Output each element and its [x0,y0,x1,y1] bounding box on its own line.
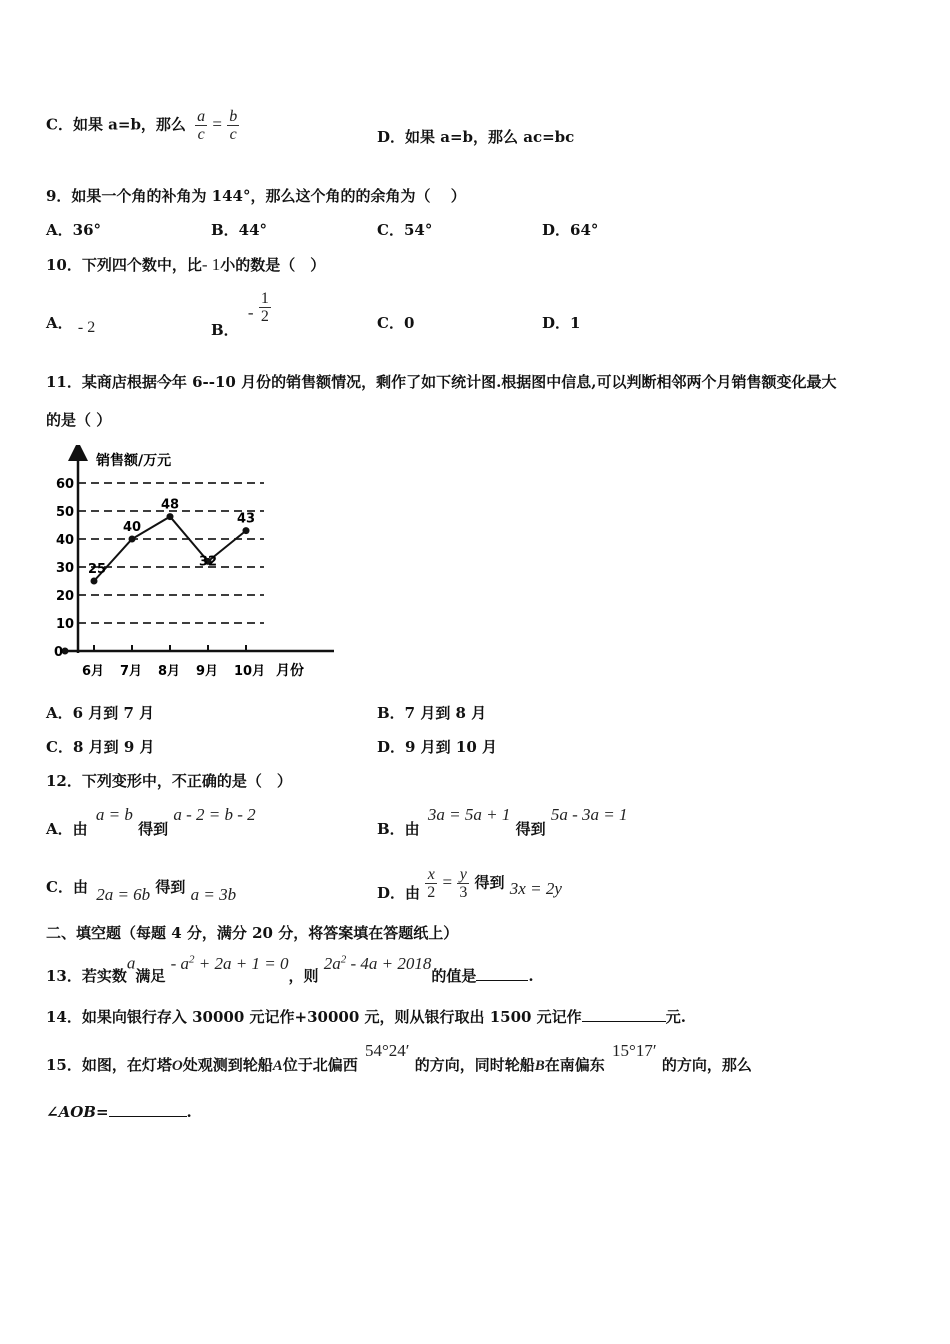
q11-option-b: B．7 月到 8 月 [377,704,487,722]
q11-option-d: D．9 月到 10 月 [377,738,497,756]
chart-title: 销售额/万元 [96,453,172,469]
x-tick-label: 6月 [82,664,105,679]
q12-c-math-1: 2a = 6b [96,885,151,904]
section-2-title: 二、填空题（每题 4 分，满分 20 分，将答案填在答题纸上） [46,924,459,942]
angle-15-17: 15°17′ [612,1041,657,1060]
fraction-b-over-c: $\frac{b}{c}$ [229,108,238,143]
data-label: 48 [161,497,180,513]
data-label: 32 [199,554,218,570]
data-point [243,527,250,534]
q9-option-b: B．44° [211,221,268,239]
fraction-y-over-3: $\frac{y}{3}$ [459,866,468,901]
q11-option-a: A．6 月到 7 月 [46,704,155,722]
sales-line-chart [48,445,348,680]
q8-option-c: C．如果 a=b，那么 $\frac{a}{c}$ = $\frac{b}{c}$ [46,108,238,143]
y-tick-label: 60 [56,477,75,492]
fraction-one-half: $\frac{1}{2}$ [260,290,269,325]
minus-two-math: - 2 [77,319,96,336]
q10-option-d: D．1 [542,314,581,332]
q10-option-c: C．0 [377,314,415,332]
answer-blank[interactable] [476,966,528,981]
y-tick-label: 0 [54,645,64,660]
q11-stem-line2: 的是（ ） [46,411,112,429]
q9-option-c: C．54° [377,221,433,239]
answer-blank[interactable] [582,1007,666,1022]
y-tick-label: 30 [56,561,75,576]
q12-stem: 12．下列变形中，不正确的是（ ） [46,772,292,790]
q8-option-c-text: C．如果 a=b，那么 [46,115,186,134]
q11-stem-line1: 11．某商店根据今年 6--10 月份的销售额情况，剩作了如下统计图.根据图中信息,可以判断相邻两个月销售额变化最大 [46,373,837,391]
y-tick-label: 50 [56,505,75,520]
q12-b-math-1: 3a = 5a + 1 [427,805,511,824]
q12-a-math-2: a - 2 = b - 2 [173,805,256,824]
q12-c-math-2: a = 3b [190,885,237,904]
answer-blank[interactable] [109,1102,187,1117]
q12-a-math-1: a = b [95,805,133,824]
q9-stem: 9．如果一个角的补角为 144°，那么这个角的的余角为（ ） [46,187,466,205]
y-tick-label: 20 [56,589,75,604]
q10-option-a: A． - 2 [46,314,96,336]
q14: 14．如果向银行存入 30000 元记作+30000 元，则从银行取出 1500 元记作 元. [46,1008,686,1026]
q12-d-math-2: 3x = 2y [509,878,562,898]
angle-54-24: 54°24′ [365,1041,410,1060]
q10-stem: 10．下列四个数中，比- 1小的数是（ ） [46,255,326,274]
x-tick-label: 10月 [234,664,266,679]
data-label: 25 [88,562,107,577]
q13-equation-1: - $a^2 + 2a + 1 = 0$ [170,953,289,973]
q12-option-a: A．由 a = b 得到 a - 2 = b - 2 [46,805,256,838]
fraction-x-over-2: $\frac{x}{2}$ [427,866,436,901]
series-line [94,517,246,581]
data-label: 40 [123,520,142,535]
q12-option-b: B．由 3a = 5a + 1 得到 5a - 3a = 1 [377,805,628,838]
x-tick-label: 9月 [196,664,219,679]
q9-option-d: D．64° [542,221,599,239]
data-point [167,513,174,520]
data-point [129,536,136,543]
q13-expression-2: $2a^2 - 4a + 2018$ [323,953,432,973]
q15-line1: 15．如图，在灯塔O处观测到轮船A位于北偏西 54°24′ 的方向，同时轮船B在南偏东 15°17′ 的方向，那么 [46,1041,752,1074]
y-tick-label: 40 [56,533,75,548]
q8-option-d: D．如果 a=b，那么 ac=bc [377,128,575,146]
y-tick-label: 10 [56,617,75,632]
x-axis-label: 月份 [276,663,304,679]
q12-option-c: C．由 2a = 6b 得到 a = 3b [46,878,237,904]
fraction-a-over-c: $\frac{a}{c}$ [197,108,206,143]
x-tick-label: 7月 [120,664,143,679]
q10-option-b: B． - $\frac{1}{2}$ [211,290,269,339]
q12-b-math-2: 5a - 3a = 1 [550,805,628,824]
x-tick-label: 8月 [158,664,181,679]
q15-line2: ∠AOB= . [46,1103,192,1121]
data-point [91,578,98,585]
minus-one-math: - 1 [201,255,221,274]
data-label: 43 [237,511,256,527]
q11-option-c: C．8 月到 9 月 [46,738,155,756]
q12-option-d: D．由 $\frac{x}{2}$ = $\frac{y}{3}$ 得到 3x = 2y [377,866,562,902]
q13: 13．若实数a满足 - $a^2 + 2a + 1 = 0$，则 $2a^2 - 4a + 2018$的值是 . [46,953,534,985]
q9-option-a: A．36° [46,221,102,239]
